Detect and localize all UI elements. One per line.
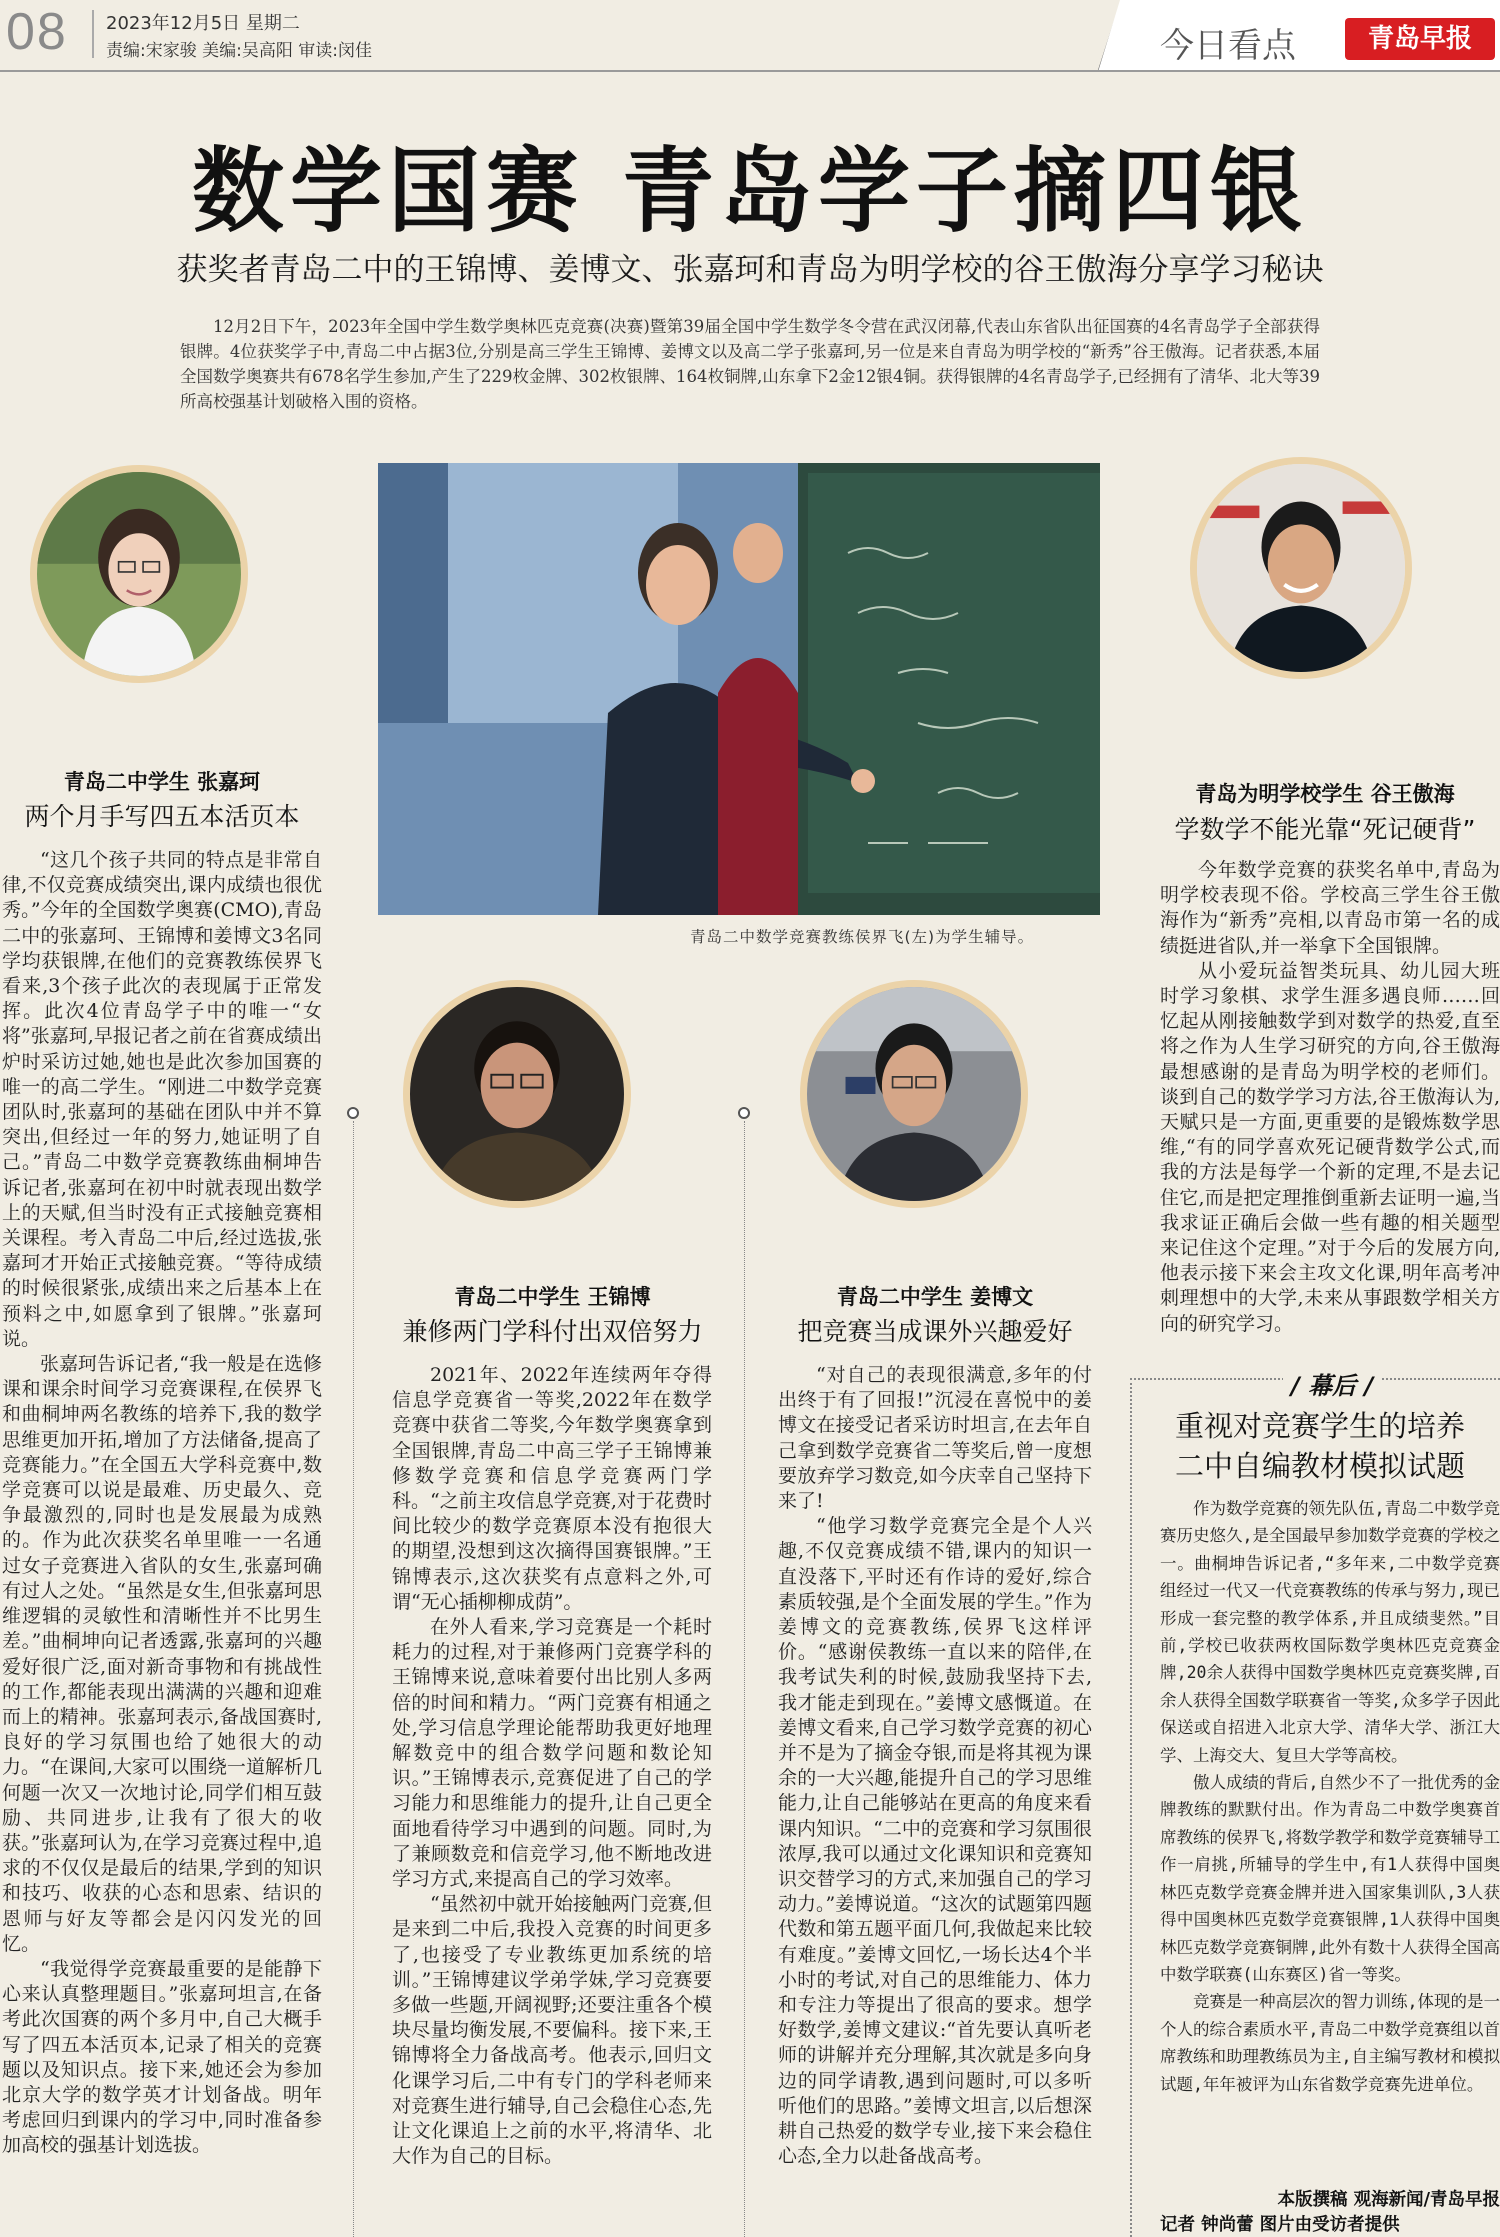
paragraph: 在外人看来,学习竞赛是一个耗时耗力的过程,对于兼修两门竞赛学科的王锦博来说,意味着要付出比别人多两倍的时间和精力。“两门竞赛有相通之处,学习信息学理论能帮助我更好地理解数竞中的组合数学问题和数论知识。”王锦博表示,竞赛促进了自己的学习能力和思维能力的提升,让自己更全面地看待学习中遇到的问题。同时,为了兼顾数竞和信竞学习,他不断地改进学习方式,来提高自己的学习效率。	[392, 1616, 712, 1891]
backstage-label: / 幕后 /	[1283, 1366, 1381, 1401]
subtitle-zhang: 两个月手写四五本活页本	[24, 802, 300, 831]
kicker-gu: 青岛为明学校学生 谷王傲海	[1195, 781, 1455, 806]
divider-dot	[738, 1107, 750, 1119]
paragraph: “我觉得学竞赛最重要的是能静下心来认真整理题目。”张嘉珂坦言,在备考此次国赛的两个多月中,自己大概手写了四五本活页本,记录了相关的竞赛题以及知识点。接下来,她还会为参加北京大学的数学英才计划备战。明年考虑回归到课内的学习中,同时准备参加高校的强基计划选拔。	[2, 1957, 322, 2157]
article-gu	[1160, 858, 1500, 1358]
main-photo-coach-tutoring	[378, 463, 1100, 915]
paragraph: 傲人成绩的背后,自然少不了一批优秀的金牌教练的默默付出。作为青岛二中数学奥赛首席教练的侯界飞,将数学教学和数学竞赛辅导工作一肩挑,所辅导的学生中,有1人获得中国奥林匹克数学竞赛金牌并进入国家集训队,3人获得中国奥林匹克数学竞赛银牌,1人获得中国奥林匹克数学竞赛铜牌,此外有数十人获得全国高中数学联赛(山东赛区)省一等奖。	[1160, 1773, 1500, 1984]
byline-line: 本版撰稿 观海新闻/青岛早报	[1277, 2190, 1500, 2210]
paragraph: 2021年、2022年连续两年夺得信息学竞赛省一等奖,2022年在数学竞赛中获省二等奖,今年数学奥赛拿到全国银牌,青岛二中高三学子王锦博兼修数学竞赛和信息学竞赛两门学科。“之前主攻信息学竞赛,对于花费时间比较少的数学竞赛原本没有抱很大的期望,没想到这次摘得国赛银牌。”王锦博表示,这次获奖有点意料之外,可谓“无心插柳柳成荫”。	[392, 1364, 712, 1613]
kicker-wang: 青岛二中学生 王锦博	[454, 1284, 651, 1309]
paragraph: 竞赛是一种高层次的智力训练,体现的是一个人的综合素质水平,青岛二中数学竞赛组以首席教练和助理教练员为主,自主编写教材和模拟试题,年年被评为山东省数学竞赛先进单位。	[1160, 1992, 1500, 2094]
paragraph: “虽然初中就开始接触两门竞赛,但是来到二中后,我投入竞赛的时间更多了,也接受了专业教练更加系统的培训。”王锦博建议学弟学妹,学习竞赛要多做一些题,开阔视野;还要注重各个模块尽量均衡发展,不要偏科。接下来,王锦博将全力备战高考。他表示,回归文化课学习后,二中有专门的学科老师来对竞赛生进行辅导,自己会稳住心态,先让文化课追上之前的水平,将清华、北大作为自己的目标。	[392, 1893, 712, 2168]
section-title: 今日看点	[1160, 26, 1296, 66]
backstage-title-line: 二中自编教材模拟试题	[1174, 1449, 1465, 1483]
portrait-wang-jinbo	[403, 980, 631, 1208]
lead-paragraph: 12月2日下午，2023年全国中学生数学奥林匹克竞赛(决赛)暨第39届全国中学生数学冬令营在武汉闭幕,代表山东省队出征国赛的4名青岛学子全部获得银牌。4位获奖学子中,青岛二中占据3位,分别是高三学生王锦博、姜博文以及高二学子张嘉珂,另一位是来自青岛为明学校的“新秀”谷王傲海。记者获悉,本届全国数学奥赛共有678名学生参加,产生了229枚金牌、302枚银牌、164枚铜牌,山东拿下2金12银4铜。获得银牌的4名青岛学子,已经拥有了清华、北大等39所高校强基计划破格入围的资格。	[180, 317, 1320, 411]
column-divider	[353, 1121, 354, 2237]
paragraph: “对自己的表现很满意,多年的付出终于有了回报!”沉浸在喜悦中的姜博文在接受记者采访时坦言,在去年自己拿到数学竞赛省二等奖后,曾一度想要放弃学习数竞,如今庆幸自己坚持下来了!	[778, 1364, 1092, 1513]
header-divider	[92, 10, 94, 58]
byline-line: 记者 钟尚蕾 图片由受访者提供	[1160, 2215, 1400, 2235]
page-number: 08	[6, 3, 68, 61]
paragraph: 今年数学竞赛的获奖名单中,青岛为明学校表现不俗。学校高三学生谷王傲海作为“新秀”亮相,以青岛市第一名的成绩挺进省队,并一举拿下全国银牌。	[1160, 859, 1500, 957]
paragraph: “他学习数学竞赛完全是个人兴趣,不仅竞赛成绩不错,课内的知识一直没落下,平时还有作诗的爱好,综合素质较强,是个全面发展的学生。”作为姜博文的竞赛教练,侯界飞这样评价。“感谢侯教练一直以来的陪伴,在我考试失利的时候,鼓励我坚持下去,我才能走到现在。”姜博文感慨道。在姜博文看来,自己学习数学竞赛的初心并不是为了摘金夺银,而是将其视为课余的一大兴趣,能提升自己的学习思维能力,让自己能够站在更高的角度来看课内知识。“二中的竞赛和学习氛围很浓厚,我可以通过文化课知识和竞赛知识交替学习的方式,来加强自己的学习动力。”姜博说道。“这次的试题第四题代数和第五题平面几何,我做起来比较有难度。”姜博文回忆,一场长达4个半小时的考试,对自己的思维能力、体力和专注力等提出了很高的要求。想学好数学,姜博文建议:“首先要认真听老师的讲解并充分理解,其次就是多向身边的同学请教,遇到问题时,可以多听听他们的思路。”姜博文坦言,以后想深耕自己热爱的数学专业,接下来会稳住心态,全力以赴备战高考。	[778, 1515, 1092, 2168]
backstage-title	[1140, 1406, 1500, 1486]
subtitle-jiang: 把竞赛当成课外兴趣爱好	[797, 1317, 1073, 1346]
paragraph: “这几个孩子共同的特点是非常自律,不仅竞赛成绩突出,课内成绩也很优秀。”今年的全国数学奥赛(CMO),青岛二中的张嘉珂、王锦博和姜博文3名同学均获银牌,在他们的竞赛教练侯界飞看来,3个孩子此次的表现属于正常发挥。此次4位青岛学子中的唯一“女将”张嘉珂,早报记者之前在省赛成绩出炉时采访过她,她也是此次参加国赛的唯一的高二学生。“刚进二中数学竞赛团队时,张嘉珂的基础在团队中并不算突出,但经过一年的努力,她证明了自己。”青岛二中数学竞赛教练曲桐坤告诉记者,张嘉珂在初中时就表现出数学上的天赋,但当时没有正式接触竞赛相关课程。考入青岛二中后,经过选拔,张嘉珂才开始正式接触竞赛。“等待成绩的时候很紧张,成绩出来之后基本上在预料之中,如愿拿到了银牌。”张嘉珂说。	[2, 849, 322, 1350]
portrait-jiang-bowen	[800, 980, 1028, 1208]
article-wang	[392, 1363, 712, 2237]
photo-caption: 青岛二中数学竞赛教练侯界飞(左)为学生辅导。	[690, 928, 1035, 946]
paragraph: 从小爱玩益智类玩具、幼儿园大班时学习象棋、求学生涯多遇良师……回忆起从刚接触数学到对数学的热爱,直至将之作为人生学习研究的方向,谷王傲海最想感谢的是青岛为明学校的老师们。谈到自己的数学学习方法,谷王傲海认为,天赋只是一方面,更重要的是锻炼数学思维,“有的同学喜欢死记硬背数学公式,而我的方法是每学一个新的定理,不是去记住它,而是把定理推倒重新去证明一遍,当我求证正确后会做一些有趣的相关题型来记住这个定理。”对于今后的发展方向,他表示接下来会主攻文化课,明年高考冲刺理想中的大学,未来从事跟数学相关方向的研究学习。	[1160, 959, 1500, 1335]
paragraph: 张嘉珂告诉记者,“我一般是在选修课和课余时间学习竞赛课程,在侯界飞和曲桐坤两名教练的培养下,我的数学思维更加开拓,增加了方法储备,提高了竞赛能力。”在全国五大学科竞赛中,数学竞赛可以说是最难、历史最久、竞争最激烈的,同时也是发展最为成熟的。作为此次获奖名单里唯一一名通过女子竞赛进入省队的女生,张嘉珂确有过人之处。“虽然是女生,但张嘉珂思维逻辑的灵敏性和清晰性并不比男生差。”曲桐坤向记者透露,张嘉珂的兴趣爱好很广泛,面对新奇事物和有挑战性的工作,都能表现出满满的兴趣和迎难而上的精神。张嘉珂表示,备战国赛时,良好的学习氛围也给了她很大的动力。“在课间,大家可以围绕一道解析几何题一次又一次地讨论,同学们相互鼓励、共同进步,让我有了很大的收获。”张嘉珂认为,在学习竞赛过程中,追求的不仅仅是最后的结果,学到的知识和技巧、收获的心态和思索、结识的恩师与好友等都会是闪闪发光的回忆。	[2, 1353, 322, 1955]
page-header	[0, 0, 1500, 72]
subtitle-gu: 学数学不能光靠“死记硬背”	[1174, 815, 1476, 844]
portrait-zhang-jiake	[30, 465, 248, 683]
article-zhang	[2, 848, 322, 2237]
backstage-title-line: 重视对竞赛学生的培养	[1174, 1409, 1465, 1443]
article-backstage	[1160, 1495, 1500, 2185]
header-rule	[0, 70, 1500, 72]
subtitle-wang: 兼修两门学科付出双倍努力	[402, 1317, 703, 1346]
article-jiang	[778, 1363, 1092, 2237]
subheadline: 获奖者青岛二中的王锦博、姜博文、张嘉珂和青岛为明学校的谷王傲海分享学习秘诀	[176, 252, 1324, 288]
headline: 数学国赛 青岛学子摘四银	[191, 137, 1309, 245]
date-line: 2023年12月5日 星期二	[106, 13, 300, 34]
byline	[1160, 2188, 1500, 2237]
portrait-gu-wang-aohai	[1190, 457, 1412, 679]
newspaper-logo: 青岛早报	[1345, 18, 1495, 60]
divider-dot	[347, 1107, 359, 1119]
paragraph: 作为数学竞赛的领先队伍,青岛二中数学竞赛历史悠久,是全国最早参加数学竞赛的学校之一。曲桐坤告诉记者,“多年来,二中数学竞赛组经过一代又一代竞赛教练的传承与努力,现已形成一套完整的教学体系,并且成绩斐然。”目前,学校已收获两枚国际数学奥林匹克竞赛金牌,20余人获得中国数学奥林匹克竞赛奖牌,百余人获得全国数学联赛省一等奖,众多学子因此保送或自招进入北京大学、清华大学、浙江大学、上海交大、复旦大学等高校。	[1160, 1499, 1500, 1765]
editor-credits: 责编:宋家骏 美编:吴高阳 审读:闵佳	[106, 41, 372, 61]
kicker-jiang: 青岛二中学生 姜博文	[836, 1284, 1034, 1309]
kicker-zhang: 青岛二中学生 张嘉珂	[63, 769, 261, 794]
column-divider	[744, 1121, 745, 2237]
